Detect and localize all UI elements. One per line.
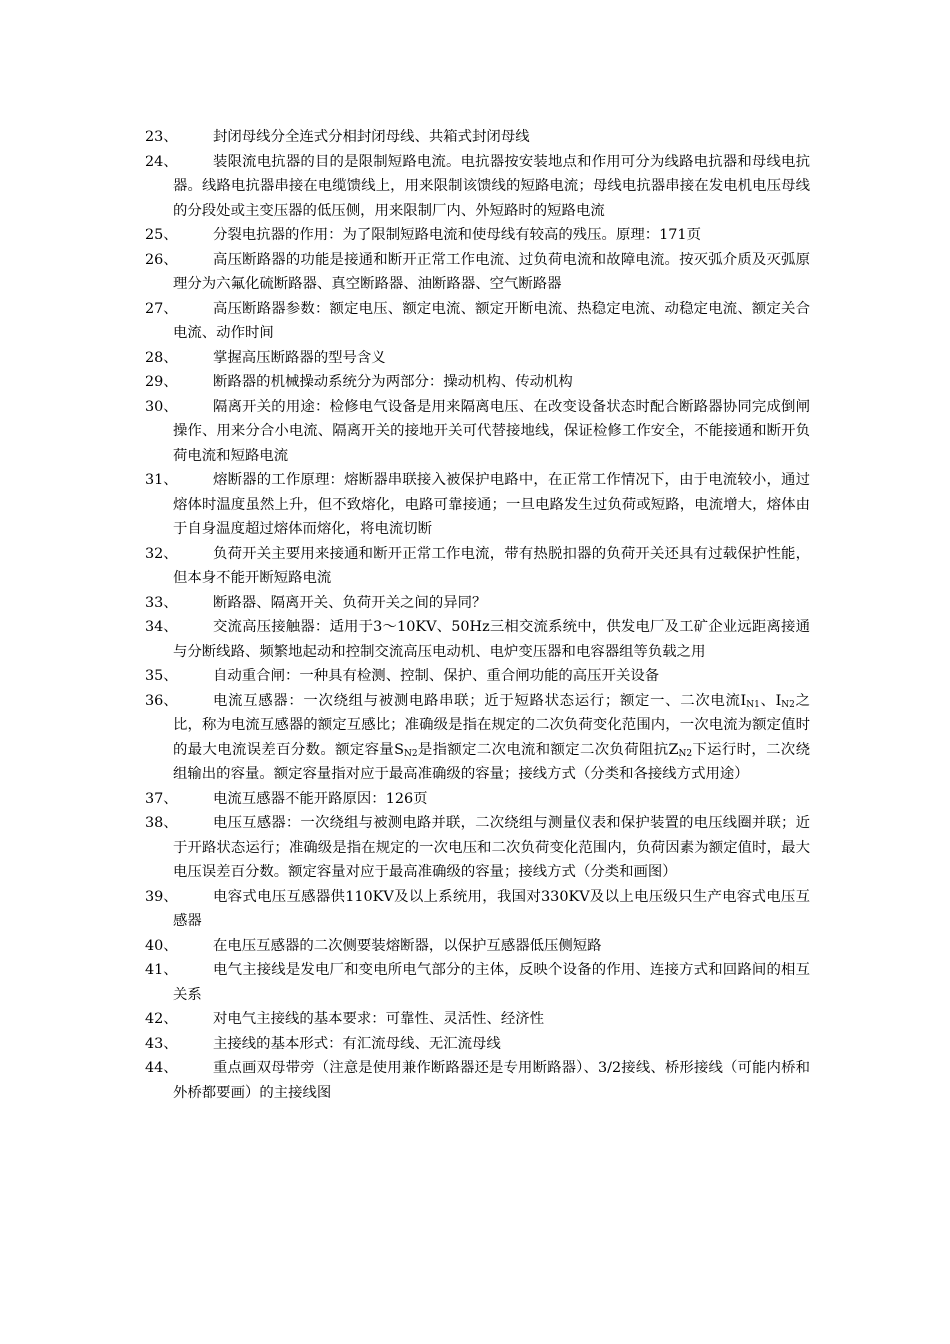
list-item-29: [145, 370, 810, 395]
symbol-i: I: [740, 692, 747, 709]
list-item-38: [145, 811, 810, 885]
item-number: 39、: [145, 888, 178, 905]
item-number: 37、: [145, 790, 178, 807]
item-number: 23、: [145, 129, 178, 145]
list-item-36: [145, 689, 810, 787]
item-number: 34、: [145, 619, 178, 635]
item-text: 熔断器的工作原理：熔断器串联接入被保护电路中，在正常工作情况下，由于电流较小，通过熔体时温度虽然上升，但不致熔化，电路可靠接通；一旦电路发生过负荷或短路，电流增大，熔体由于自身温度超过熔体而熔化，将电流切断: [173, 472, 810, 537]
item-number: 44、: [145, 1060, 178, 1076]
item-text: 掌握高压断路器的型号含义: [213, 349, 386, 366]
numbered-list: [145, 125, 810, 1105]
item-number: 27、: [145, 300, 178, 317]
list-item-37: [145, 787, 810, 812]
list-item-30: [145, 395, 810, 469]
item-text: 高压断路器参数：额定电压、额定电流、额定开断电流、热稳定电流、动稳定电流、额定关合电流、动作时间: [173, 300, 810, 341]
item-text: 交流高压接触器：适用于3～10KV、50Hz三相交流系统中，供发电厂及工矿企业远距离接通与分断线路、频繁地起动和控制交流高压电动机、电炉变压器和电容器组等负载之用: [173, 619, 810, 660]
item-text: 隔离开关的用途：检修电气设备是用来隔离电压、在改变设备状态时配合断路器协同完成倒闸操作、用来分合小电流、隔离开关的接地开关可代替接地线，保证检修工作安全，不能接通和断开负荷电流和短路电流: [173, 398, 810, 464]
item-text: 电容式电压互感器供110KV及以上系统用，我国对330KV及以上电压级只生产电容式电压互感器: [173, 888, 810, 929]
item-text: 分裂电抗器的作用：为了限制短路电流和使母线有较高的残压。原理：171页: [213, 227, 701, 243]
item-number: 42、: [145, 1011, 178, 1027]
subscript-n2: N2: [678, 748, 693, 759]
item-text-current-transformer: [173, 689, 810, 787]
list-item-39: [145, 885, 810, 934]
item-number: 35、: [145, 668, 178, 684]
item-text: 主接线的基本形式：有汇流母线、无汇流母线: [213, 1035, 501, 1052]
list-item-41: [145, 958, 810, 1007]
item-text: 电流互感器不能开路原因：126页: [213, 790, 428, 807]
subscript-n2: N2: [781, 699, 795, 710]
item-text: 负荷开关主要用来接通和断开正常工作电流，带有热脱扣器的负荷开关还具有过载保护性能，但本身不能开断短路电流: [173, 545, 810, 586]
subscript-n2: N2: [403, 748, 418, 759]
item-text: 断路器、隔离开关、负荷开关之间的异同？: [213, 594, 487, 611]
item-number: 24、: [145, 153, 178, 170]
list-item-42: [145, 1007, 810, 1032]
list-item-26: [145, 248, 810, 297]
item-text: 自动重合闸：一种具有检测、控制、保护、重合闸功能的高压开关设备: [213, 668, 660, 684]
list-item-25: [145, 223, 810, 248]
symbol-s: S: [394, 741, 404, 758]
symbol-i: I: [775, 692, 782, 709]
item-text: 断路器的机械操动系统分为两部分：操动机构、传动机构: [213, 374, 573, 390]
list-item-31: [145, 468, 810, 542]
text-run: 下运行时，二次绕组输出的容量。额定容量指对应于最高准确级的容量；接线方式（分类和各接线方式用途）: [173, 741, 810, 782]
item-number: 38、: [145, 815, 178, 831]
item-text: 对电气主接线的基本要求：可靠性、灵活性、经济性: [213, 1011, 544, 1027]
item-text: 电气主接线是发电厂和变电所电气部分的主体，反映个设备的作用、连接方式和回路间的相互关系: [173, 962, 810, 1003]
list-item-23: [145, 125, 810, 150]
subscript-n1: N1: [746, 699, 760, 710]
item-number: 36、: [145, 692, 178, 709]
item-number: 41、: [145, 962, 178, 978]
text-run: 电流互感器：一次绕组与被测电路串联；近于短路状态运行；额定一、二次电流: [213, 692, 741, 709]
list-item-33: [145, 591, 810, 616]
item-number: 25、: [145, 227, 178, 243]
item-text: 装限流电抗器的目的是限制短路电流。电抗器按安装地点和作用可分为线路电抗器和母线电抗器。线路电抗器串接在电缆馈线上，用来限制该馈线的短路电流；母线电抗器串接在发电机电压母线的分段处或主变压器的低压侧，用来限制厂内、外短路时的短路电流: [173, 153, 810, 219]
item-number: 30、: [145, 398, 178, 415]
item-number: 28、: [145, 349, 178, 366]
item-number: 29、: [145, 374, 178, 390]
list-item-28: [145, 346, 810, 371]
item-text: 高压断路器的功能是接通和断开正常工作电流、过负荷电流和故障电流。按灭弧介质及灭弧原理分为六氟化硫断路器、真空断路器、油断路器、空气断路器: [173, 251, 810, 292]
list-item-35: [145, 664, 810, 689]
separator: 、: [759, 692, 776, 709]
item-number: 33、: [145, 594, 178, 611]
item-text: 封闭母线分全连式分相封闭母线、共箱式封闭母线: [213, 129, 530, 145]
text-run: 之比，称为电流互感器的额定互感比；准确级是指在规定的二次负荷变化范围内，一次电流为额定值时的最大电流误差百分数。额定容量: [173, 692, 810, 758]
list-item-44: [145, 1056, 810, 1105]
symbol-z: Z: [668, 741, 679, 758]
list-item-32: [145, 542, 810, 591]
list-item-27: [145, 297, 810, 346]
list-item-40: [145, 934, 810, 959]
text-run: 是指额定二次电流和额定二次负荷阻抗: [417, 741, 669, 758]
list-item-24: [145, 150, 810, 224]
item-number: 40、: [145, 937, 178, 954]
item-text: 在电压互感器的二次侧要装熔断器，以保护互感器低压侧短路: [213, 937, 602, 954]
item-number: 26、: [145, 251, 178, 268]
item-text: 电压互感器：一次绕组与被测电路并联，二次绕组与测量仪表和保护装置的电压线圈并联；近于开路状态运行；准确级是指在规定的一次电压和二次负荷变化范围内，负荷因素为额定值时，最大电压误差百分数。额定容量对应于最高准确级的容量；接线方式（分类和画图）: [173, 815, 810, 880]
item-text: 重点画双母带旁（注意是使用兼作断路器还是专用断路器）、3/2接线、桥形接线（可能内桥和外桥都要画）的主接线图: [173, 1060, 810, 1101]
item-number: 32、: [145, 545, 178, 562]
item-number: 31、: [145, 472, 178, 488]
list-item-34: [145, 615, 810, 664]
item-number: 43、: [145, 1035, 178, 1052]
list-item-43: [145, 1032, 810, 1057]
